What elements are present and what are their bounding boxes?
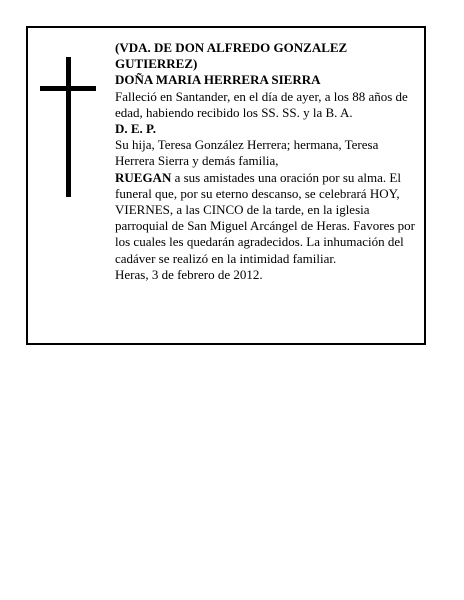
rest-in-peace: D. E. P. [115, 121, 157, 137]
cross-vertical-bar [66, 57, 71, 197]
deceased-name: DOÑA MARIA HERRERA SIERRA [115, 72, 321, 88]
cross-horizontal-bar [40, 86, 96, 91]
request-lead: RUEGAN [115, 169, 172, 185]
cross-icon [40, 57, 96, 197]
obituary-notice [26, 26, 426, 345]
request-paragraph [115, 170, 420, 267]
place-date: Heras, 3 de febrero de 2012. [115, 266, 263, 282]
notice-body [115, 40, 420, 283]
family-line: Su hija, Teresa González Herrera; hermana, Teresa Herrera Sierra y demás familia, [115, 137, 379, 169]
widow-of-line: (VDA. DE DON ALFREDO GONZALEZ GUTIERREZ) [115, 40, 348, 72]
death-statement: Falleció en Santander, en el día de ayer, a los 88 años de edad, habiendo recibido los SS. SS. y la B. A. [115, 88, 408, 120]
request-body: a sus amistades una oración por su alma. El funeral que, por su eterno descanso, se celebrará HOY, VIERNES, a las CINCO de la tarde, en la iglesia parroquial de San Miguel Arcángel de Heras. Favores por los cuales les quedarán agradecidos. La inhumación del cadáver se realizó en la intimidad familiar. [115, 169, 415, 266]
